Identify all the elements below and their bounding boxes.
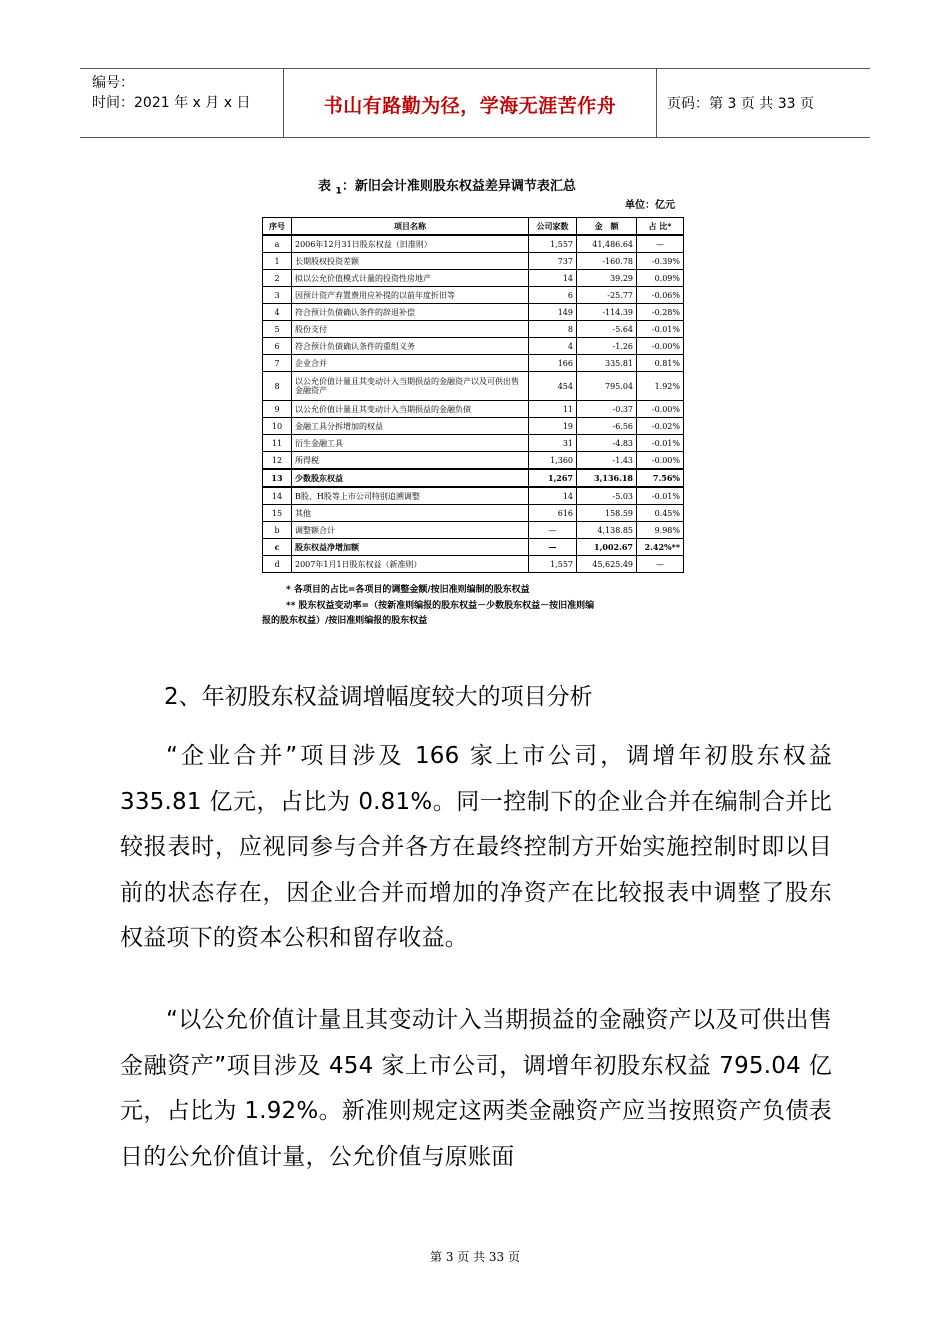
table-cell-no: 7 — [263, 355, 292, 372]
table-cell-name: B股、H股等上市公司特别追溯调整 — [292, 487, 529, 505]
table-cell-no: 8 — [263, 372, 292, 401]
table-cell-ratio: -0.28% — [637, 304, 684, 321]
table-footnote-1: * 各项目的占比=各项目的调整金额/按旧准则编制的股东权益 — [286, 585, 530, 595]
table-cell-ratio: 7.56% — [637, 469, 684, 487]
header-motto-cell — [284, 69, 657, 137]
table-cell-no: 9 — [263, 401, 292, 418]
table-row — [263, 321, 684, 338]
table-cell-ratio: -0.01% — [637, 487, 684, 505]
table-cell-name: 以公允价值计量且其变动计入当期损益的金融资产以及可供出售金融资产 — [292, 372, 529, 401]
table-cell-amount: 795.04 — [577, 372, 637, 401]
table-cell-count: 6 — [529, 287, 577, 304]
table-cell-name: 以公允价值计量且其变动计入当期损益的金融负债 — [292, 401, 529, 418]
table-cell-name: 金融工具分拆增加的权益 — [292, 418, 529, 435]
table-row — [263, 522, 684, 539]
table-row — [263, 487, 684, 505]
table-title-prefix: 表 — [318, 179, 332, 194]
paragraph-1: “企业合并”项目涉及 166 家上市公司，调增年初股东权益 335.81 亿元，占比为 0.81%。同一控制下的企业合并在编制合并比较报表时，应视同参与合并各方在最终控制方开始实施控制时即以目前的状态存在，因企业合并而增加的净资产在比较报表中调整了股东权益项下的资本公积和留存收益。 — [120, 743, 832, 952]
table-cell-count: 14 — [529, 487, 577, 505]
table-row — [263, 539, 684, 556]
table-title-num: 1 — [335, 186, 342, 197]
table-cell-name: 股份支付 — [292, 321, 529, 338]
table-unit: 单位：亿元 — [625, 200, 675, 211]
table-row — [263, 355, 684, 372]
table-cell-amount: -114.39 — [577, 304, 637, 321]
table-cell-no: 13 — [263, 469, 292, 487]
table-cell-amount: 4,138.85 — [577, 522, 637, 539]
table-row — [263, 270, 684, 287]
paragraph-2: “以公允价值计量且其变动计入当期损益的金融资产以及可供出售金融资产”项目涉及 454 家上市公司，调增年初股东权益 795.04 亿元，占比为 1.92%。新准则规定这两类金融资产应当按照资产负债表日的公允价值计量，公允价值与原账面 — [120, 1007, 832, 1170]
table-footnote-2b: 报的股东权益）/按旧准则编报的股东权益 — [262, 616, 428, 626]
table-cell-no: 11 — [263, 435, 292, 452]
table-footnote-2a: ** 股东权益变动率=（按新准则编报的股东权益－少数股东权益－按旧准则编 — [286, 601, 595, 611]
table-cell-count: 14 — [529, 270, 577, 287]
table-cell-ratio: -0.01% — [637, 435, 684, 452]
table-row — [263, 469, 684, 487]
table-cell-count: 4 — [529, 338, 577, 355]
table-cell-ratio: -0.02% — [637, 418, 684, 435]
table-row — [263, 235, 684, 253]
table-cell-no: 15 — [263, 505, 292, 522]
col-header-no: 序号 — [263, 218, 292, 236]
table-cell-ratio: -0.39% — [637, 253, 684, 270]
table-cell-ratio: -0.06% — [637, 287, 684, 304]
table-cell-amount: 45,625.49 — [577, 556, 637, 573]
table-cell-no: 2 — [263, 270, 292, 287]
table-cell-name: 衍生金融工具 — [292, 435, 529, 452]
table-cell-name: 因预计资产弃置费用应补提的以前年度折旧等 — [292, 287, 529, 304]
table-cell-amount: 39.29 — [577, 270, 637, 287]
table-cell-no: 5 — [263, 321, 292, 338]
table-cell-count: 1,557 — [529, 235, 577, 253]
page-header — [80, 68, 870, 138]
table-header-row — [263, 218, 684, 236]
table-row — [263, 452, 684, 470]
section-heading: 2、年初股东权益调增幅度较大的项目分析 — [164, 684, 593, 710]
table-row — [263, 253, 684, 270]
table-cell-no: 12 — [263, 452, 292, 470]
table-cell-ratio: 1.92% — [637, 372, 684, 401]
table-cell-no: a — [263, 235, 292, 253]
table-cell-amount: -5.03 — [577, 487, 637, 505]
table-cell-amount: -6.56 — [577, 418, 637, 435]
table-cell-no: 14 — [263, 487, 292, 505]
table-cell-count: 1,360 — [529, 452, 577, 470]
table-cell-amount: -1.43 — [577, 452, 637, 470]
table-cell-ratio: — — [637, 235, 684, 253]
table-cell-name: 股东权益净增加额 — [292, 539, 529, 556]
table-cell-ratio: 0.81% — [637, 355, 684, 372]
col-header-name: 项目名称 — [292, 218, 529, 236]
table-cell-name: 企业合并 — [292, 355, 529, 372]
table-cell-name: 少数股东权益 — [292, 469, 529, 487]
col-header-count: 公司家数 — [529, 218, 577, 236]
col-header-ratio: 占 比* — [637, 218, 684, 236]
table-cell-count: 11 — [529, 401, 577, 418]
table-cell-count: — — [529, 522, 577, 539]
table-cell-amount: -5.64 — [577, 321, 637, 338]
table-cell-no: 3 — [263, 287, 292, 304]
table-cell-amount: 335.81 — [577, 355, 637, 372]
header-page-info: 页码：第 3 页 共 33 页 — [667, 96, 814, 112]
serial-label: 编号： — [92, 75, 134, 91]
table-cell-no: b — [263, 522, 292, 539]
table-cell-name: 符合预计负债确认条件的辞退补偿 — [292, 304, 529, 321]
header-meta-cell — [80, 69, 284, 137]
table-cell-count: 8 — [529, 321, 577, 338]
table-cell-count: 616 — [529, 505, 577, 522]
date-label: 时间：2021 年 x 月 x 日 — [92, 95, 251, 111]
table-row — [263, 435, 684, 452]
table-cell-ratio: -0.00% — [637, 452, 684, 470]
table-cell-count: 31 — [529, 435, 577, 452]
table-cell-ratio: -0.00% — [637, 338, 684, 355]
table-cell-no: c — [263, 539, 292, 556]
table-cell-amount: -1.26 — [577, 338, 637, 355]
table-cell-name: 所得税 — [292, 452, 529, 470]
table-row — [263, 505, 684, 522]
table-cell-amount: -160.78 — [577, 253, 637, 270]
table-cell-ratio: 9.98% — [637, 522, 684, 539]
table-cell-no: 6 — [263, 338, 292, 355]
table-cell-name: 调整额合计 — [292, 522, 529, 539]
table-cell-amount: 41,486.64 — [577, 235, 637, 253]
header-page-cell — [657, 69, 870, 137]
table-cell-no: 1 — [263, 253, 292, 270]
table-cell-ratio: -0.00% — [637, 401, 684, 418]
table-cell-amount: 1,002.67 — [577, 539, 637, 556]
table-cell-name: 长期股权投资差额 — [292, 253, 529, 270]
table-cell-ratio: 0.09% — [637, 270, 684, 287]
table-row — [263, 372, 684, 401]
table-cell-amount: 158.59 — [577, 505, 637, 522]
table-cell-count: 1,557 — [529, 556, 577, 573]
table-cell-count: 149 — [529, 304, 577, 321]
table-cell-count: 737 — [529, 253, 577, 270]
table-cell-ratio: — — [637, 556, 684, 573]
table-cell-count: — — [529, 539, 577, 556]
page-footer: 第 3 页 共 33 页 — [430, 1250, 520, 1264]
table-cell-no: 4 — [263, 304, 292, 321]
header-motto: 书山有路勤为径，学海无涯苦作舟 — [323, 95, 617, 117]
table-cell-name: 符合预计负债确认条件的重组义务 — [292, 338, 529, 355]
table-cell-no: 10 — [263, 418, 292, 435]
table-cell-amount: -4.83 — [577, 435, 637, 452]
table-cell-ratio: -0.01% — [637, 321, 684, 338]
table-cell-name: 2006年12月31日股东权益（旧准则） — [292, 235, 529, 253]
table-cell-count: 19 — [529, 418, 577, 435]
table-cell-count: 1,267 — [529, 469, 577, 487]
table-cell-amount: -0.37 — [577, 401, 637, 418]
table-cell-name: 拟以公允价值模式计量的投资性房地产 — [292, 270, 529, 287]
table-cell-ratio: 0.45% — [637, 505, 684, 522]
table-row — [263, 556, 684, 573]
table-row — [263, 401, 684, 418]
table-cell-amount: -25.77 — [577, 287, 637, 304]
table-row — [263, 338, 684, 355]
table-cell-no: d — [263, 556, 292, 573]
table-row — [263, 304, 684, 321]
table-cell-amount: 3,136.18 — [577, 469, 637, 487]
table-cell-count: 166 — [529, 355, 577, 372]
table-title-main: ：新旧会计准则股东权益差异调节表汇总 — [341, 179, 576, 194]
table-row — [263, 418, 684, 435]
col-header-amount: 金 额 — [577, 218, 637, 236]
table-title — [318, 175, 576, 197]
table-row — [263, 287, 684, 304]
table-cell-ratio: 2.42%** — [637, 539, 684, 556]
table-cell-name: 2007年1月1日股东权益（新准则） — [292, 556, 529, 573]
table-cell-name: 其他 — [292, 505, 529, 522]
equity-reconciliation-table — [262, 217, 684, 573]
table-cell-count: 454 — [529, 372, 577, 401]
